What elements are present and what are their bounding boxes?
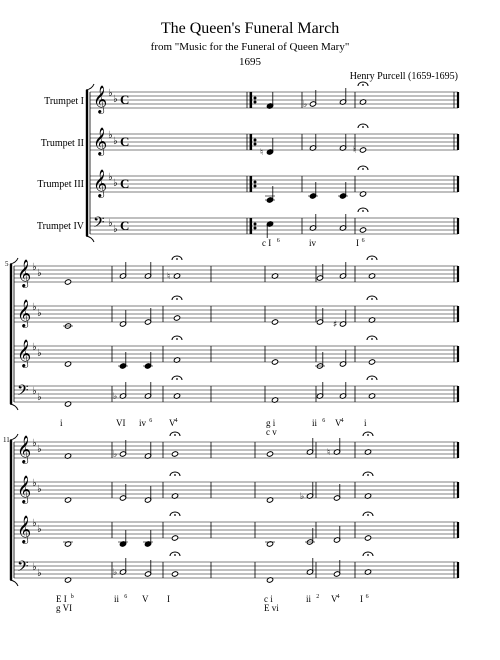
treble-clef-icon: 𝄞 [17,339,32,367]
time-signature: C [120,218,130,233]
analysis-label: c i [264,594,273,604]
analysis-label-secondary: E vi [264,603,279,613]
flat-icon: ♭ [113,392,118,402]
treble-clef-icon: 𝄞 [17,299,32,327]
bass-clef-icon: 𝄢 [17,382,29,403]
notehead [171,451,178,457]
flat-icon: ♭ [37,484,42,495]
flat-icon: ♭ [32,302,37,313]
flat-icon: ♭ [113,94,118,105]
analysis-superscript: b [70,594,74,600]
repeat-dot [254,223,256,225]
treble-clef-icon: 𝄞 [17,435,32,463]
notehead [271,319,278,325]
fermata-dot [176,258,178,260]
flat-icon: ♭ [32,262,37,273]
natural-icon: ♮ [353,146,357,156]
flat-icon: ♭ [303,100,308,110]
analysis-label: V [335,418,342,428]
analysis-label: VI [116,418,126,428]
flat-icon: ♭ [37,308,42,319]
flat-icon: ♭ [300,492,305,502]
analysis-label: V [142,594,149,604]
fermata-dot [174,474,176,476]
repeat-dot [254,181,256,183]
fermata-dot [371,338,373,340]
notehead [359,147,366,153]
analysis-superscript: 4 [336,594,340,600]
measure-number-5: 5 [5,260,9,268]
treble-clef-icon: 𝄞 [17,475,32,503]
treble-clef-icon: 𝄞 [93,169,108,197]
instrument-label-trumpet-4: Trumpet IV [36,221,84,232]
flat-icon: ♭ [37,268,42,279]
analysis-label-secondary: c v [266,427,277,437]
flat-icon: ♭ [37,348,42,359]
analysis-superscript: 4 [174,418,178,424]
repeat-dot [254,227,256,229]
analysis-superscript: 6 [322,418,326,424]
flat-icon: ♭ [37,568,42,579]
flat-icon: ♭ [32,518,37,529]
fermata-dot [362,210,364,212]
analysis-label: c I [262,238,272,248]
fermata-dot [174,434,176,436]
score-subtitle: from "Music for the Funeral of Queen Mary" [150,41,350,53]
bass-clef-icon: 𝄢 [93,214,105,235]
flat-icon: ♭ [37,524,42,535]
time-signature: C [120,176,130,191]
fermata-dot [362,168,364,170]
notehead [171,571,178,577]
fermata-dot [371,298,373,300]
clefs [17,85,129,579]
repeat-dot [254,143,256,145]
bracket-hook-bottom [10,404,18,410]
analysis-label: I [360,594,363,604]
treble-clef-icon: 𝄞 [17,259,32,287]
analysis-label-secondary: g VI [56,603,73,613]
barlines [14,92,458,578]
bracket-hook-bottom [10,580,18,586]
analysis-label: g i [266,418,276,428]
time-signature: C [120,134,130,149]
staff-lines [14,92,458,578]
flat-icon: ♭ [32,342,37,353]
flat-icon: ♭ [108,130,113,141]
repeat-dot [254,97,256,99]
treble-clef-icon: 𝄞 [93,85,108,113]
analysis-superscript: 2 [316,594,320,600]
fermata-dot [176,378,178,380]
flat-icon: ♭ [113,568,118,578]
analysis-label: I [356,238,359,248]
analysis-label: i [364,418,367,428]
notehead [364,535,371,541]
notehead [171,535,178,541]
treble-clef-icon: 𝄞 [17,515,32,543]
analysis-label: I [167,594,170,604]
measure-number-11: 11 [3,436,10,444]
analysis-label: V [169,418,176,428]
fermata-dot [371,258,373,260]
repeat-dot [254,185,256,187]
score-title: The Queen's Funeral March [160,20,340,37]
sharp-icon: ♯ [333,320,338,330]
flat-icon: ♭ [113,224,118,235]
flat-icon: ♭ [32,386,37,397]
flat-icon: ♭ [37,392,42,403]
analysis-superscript: 6 [124,594,128,600]
analysis-label: iv [139,418,147,428]
time-signature: C [120,92,130,107]
harmonic-analysis [56,238,369,613]
fermata-dot [367,514,369,516]
analysis-label: E I [56,594,67,604]
flat-icon: ♭ [113,178,118,189]
analysis-superscript: 6 [149,418,153,424]
fermata-dot [362,84,364,86]
flat-icon: ♭ [32,478,37,489]
analysis-superscript: 6 [365,594,369,600]
analysis-label: i [60,418,63,428]
flat-icon: ♭ [113,136,118,147]
instrument-label-trumpet-2: Trumpet II [40,138,84,149]
notehead [359,227,366,233]
system-brackets [10,84,94,586]
natural-icon: ♮ [327,448,331,458]
notehead [266,451,273,457]
flat-icon: ♭ [37,444,42,455]
bass-clef-icon: 𝄢 [17,558,29,579]
flat-icon: ♭ [113,450,118,460]
composer-credit: Henry Purcell (1659-1695) [349,71,458,82]
flat-icon: ♭ [108,218,113,229]
notehead [173,315,180,321]
analysis-label: ii [306,594,312,604]
analysis-superscript: 6 [276,238,280,244]
fermata-dot [367,554,369,556]
flat-icon: ♭ [32,562,37,573]
notehead [368,359,375,365]
fermata-dot [367,434,369,436]
repeat-dot [254,101,256,103]
flat-icon: ♭ [108,172,113,183]
instrument-label-trumpet-1: Trumpet I [44,96,84,107]
fermata-dot [174,514,176,516]
flat-icon: ♭ [108,88,113,99]
treble-clef-icon: 𝄞 [93,127,108,155]
notes [63,88,376,583]
analysis-superscript: 6 [361,238,365,244]
fermata-dot [176,298,178,300]
analysis-label: ii [312,418,318,428]
instrument-label-trumpet-3: Trumpet III [37,179,84,190]
analysis-superscript: 4 [340,418,344,424]
fermata-dot [174,554,176,556]
natural-icon: ♮ [167,272,171,282]
notehead [64,279,71,285]
repeat-dot [254,139,256,141]
score-year: 1695 [239,56,261,68]
fermata-dot [367,474,369,476]
analysis-label: iv [309,238,317,248]
flat-icon: ♭ [32,438,37,449]
bracket-hook-bottom [86,236,94,242]
analysis-label: ii [114,594,120,604]
fermata-dot [176,338,178,340]
notehead [271,359,278,365]
fermata-dot [362,126,364,128]
natural-icon: ♮ [260,148,264,158]
fermata-dot [371,378,373,380]
analysis-label: V [331,594,338,604]
